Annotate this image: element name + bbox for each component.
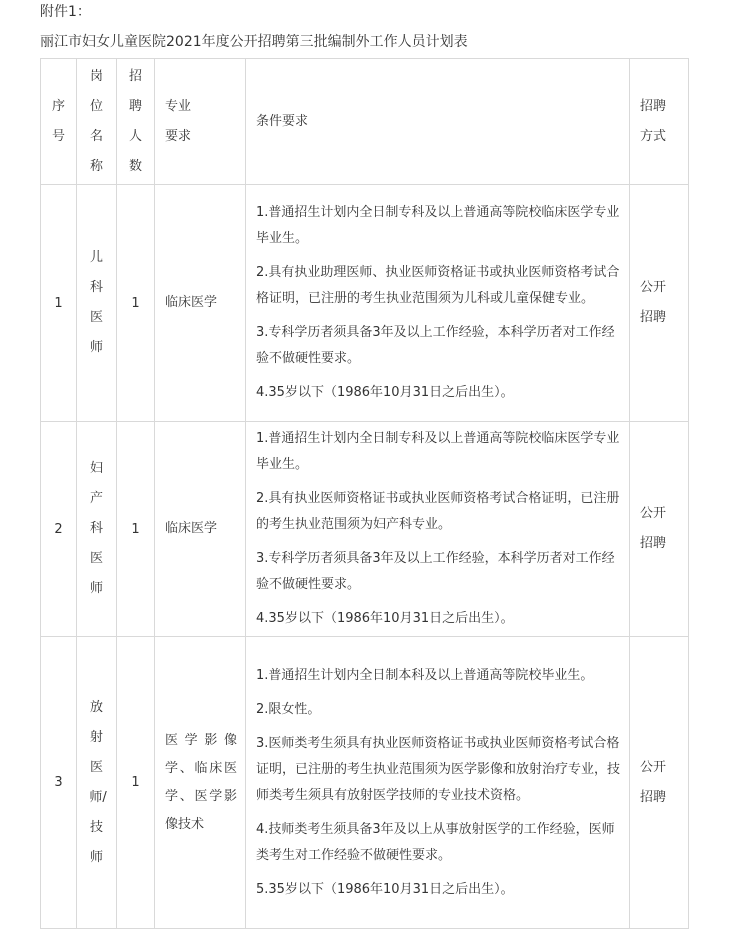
header-count: 招聘人数 [128,68,142,174]
header-position-cell [77,59,117,185]
table-row [41,637,689,929]
row-method-cell [630,637,689,929]
recruitment-plan-table [40,58,689,929]
row-conditions [246,659,629,907]
row-major: 医学影像学、临床医学、医学影像技术 [165,732,237,832]
row-major: 临床医学 [165,521,218,536]
table-row [41,185,689,422]
condition-item: 3.医师类考生须具有执业医师资格证书或执业医师资格考试合格证明，已注册的考生执业范围须为医学影像和放射治疗专业，技师类考生须具有放射医学技师的专业技术资格。 [256,735,621,803]
condition-item: 4.35岁以下（1986年10月31日之后出生）。 [256,611,514,626]
row-position: 儿科医师 [89,250,103,355]
header-method: 招聘方式 [640,98,667,144]
condition-item: 2.具有执业医师资格证书或执业医师资格考试合格证明，已注册的考生执业范围须为妇产科专业。 [256,491,620,532]
header-method-cell [630,59,689,185]
row-major: 临床医学 [165,295,218,310]
header-index: 序号 [51,98,65,144]
row-count: 1 [117,637,155,929]
condition-item: 3.专科学历者须具备3年及以上工作经验，本科学历者对工作经验不做硬性要求。 [256,325,615,366]
condition-item: 3.专科学历者须具备3年及以上工作经验，本科学历者对工作经验不做硬性要求。 [256,551,615,592]
table-header-row [41,59,689,185]
condition-item: 2.具有执业助理医师、执业医师资格证书或执业医师资格考试合格证明，已注册的考生执业范围须为儿科或儿童保健专业。 [256,265,620,306]
condition-item: 4.技师类考生须具备3年及以上从事放射医学的工作经验，医师类考生对工作经验不做硬性要求。 [256,821,615,863]
row-method: 公开招聘 [640,506,667,551]
row-method: 公开招聘 [640,759,667,805]
row-method-cell [630,422,689,637]
row-position: 妇产科医师 [89,461,103,596]
row-conditions-cell [246,185,630,422]
row-major-cell [155,422,246,637]
condition-item: 2.限女性。 [256,701,321,717]
row-position-cell [77,637,117,929]
condition-item: 1.普通招生计划内全日制专科及以上普通高等院校临床医学专业毕业生。 [256,431,620,472]
row-major-cell [155,185,246,422]
row-method: 公开招聘 [640,280,667,325]
row-conditions [246,196,629,410]
row-major-cell [155,637,246,929]
row-index: 3 [41,637,77,929]
row-conditions [246,422,629,636]
row-count: 1 [117,185,155,422]
header-position: 岗位名称 [89,68,103,174]
condition-item: 5.35岁以下（1986年10月31日之后出生）。 [256,881,514,897]
header-count-cell [117,59,155,185]
row-count: 1 [117,422,155,637]
header-conditions: 条件要求 [256,113,309,129]
header-index-cell [41,59,77,185]
row-position: 放射医师/技师 [89,699,107,865]
row-position-cell [77,185,117,422]
row-position-cell [77,422,117,637]
condition-item: 1.普通招生计划内全日制本科及以上普通高等院校毕业生。 [256,667,594,683]
row-conditions-cell [246,637,630,929]
row-index: 2 [41,422,77,637]
header-conditions-cell [246,59,630,185]
attachment-label: 附件1： [40,4,91,20]
row-conditions-cell [246,422,630,637]
table-row [41,422,689,637]
row-method-cell [630,185,689,422]
document-title: 丽江市妇女儿童医院2021年度公开招聘第三批编制外工作人员计划表 [40,34,468,50]
header-major-cell [155,59,246,185]
row-index: 1 [41,185,77,422]
condition-item: 1.普通招生计划内全日制专科及以上普通高等院校临床医学专业毕业生。 [256,205,620,246]
header-major: 专业要求 [165,98,192,144]
condition-item: 4.35岁以下（1986年10月31日之后出生）。 [256,385,514,400]
